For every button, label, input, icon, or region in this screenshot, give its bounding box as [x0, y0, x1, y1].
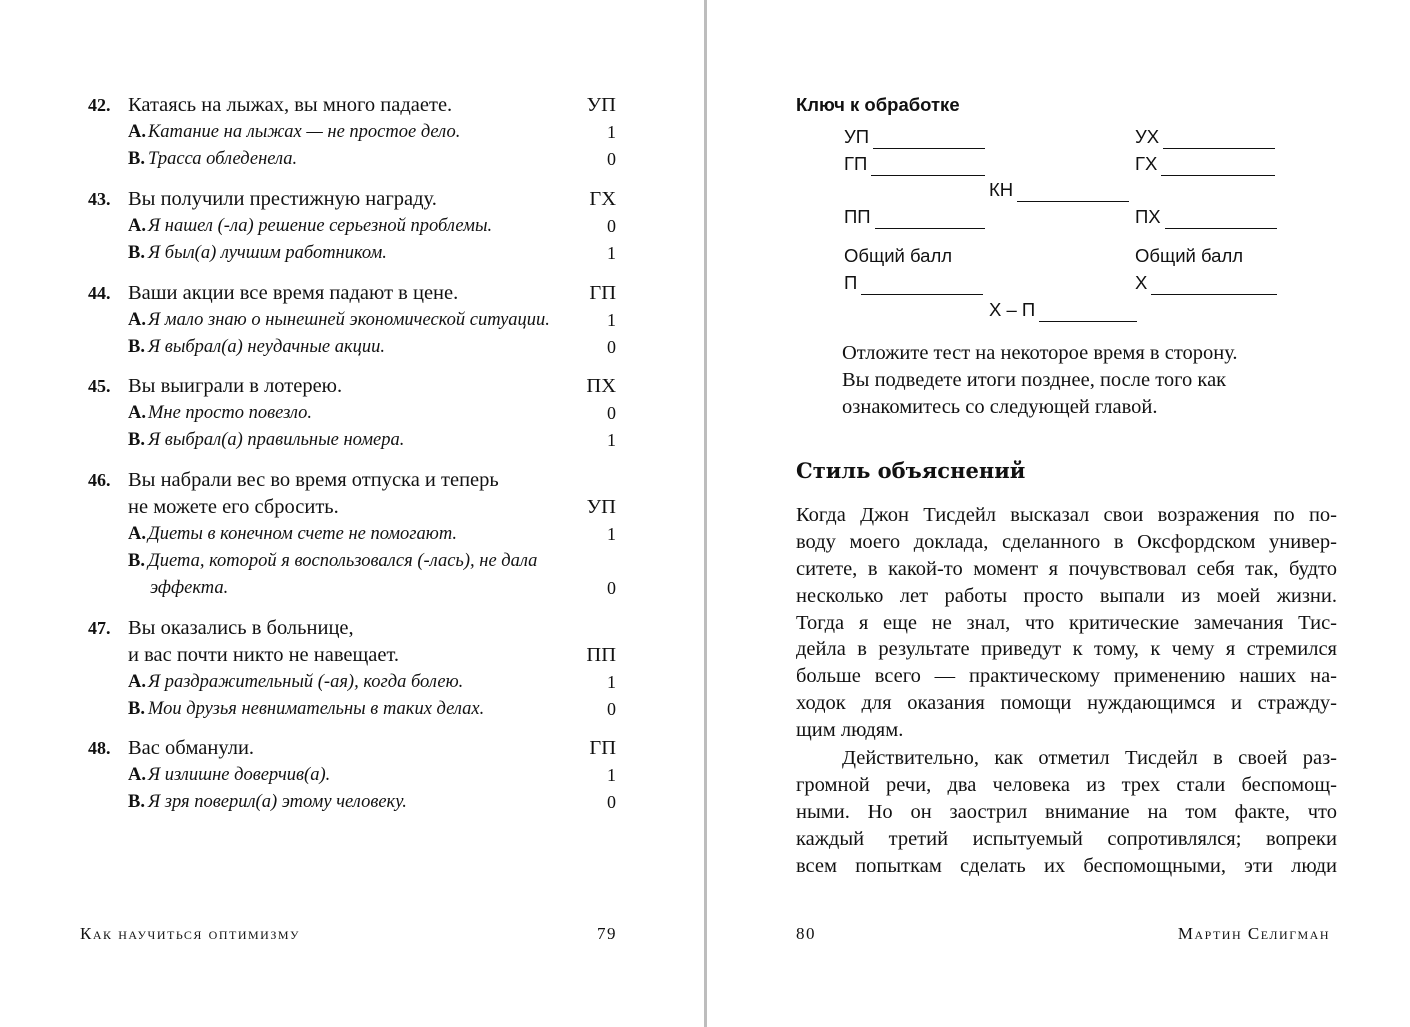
scoring-key-title: Ключ к обработке [796, 94, 960, 115]
question-line [88, 467, 618, 494]
answer-label: A. [128, 122, 146, 142]
field-ph[interactable] [1135, 205, 1277, 229]
answer-option[interactable] [88, 669, 618, 696]
answer-score: 1 [607, 672, 616, 692]
blank-line [871, 157, 985, 176]
answer-label: A. [128, 765, 146, 785]
field-uh[interactable] [1135, 125, 1275, 149]
dimension-code: УП [586, 94, 616, 116]
field-label: КН [989, 179, 1014, 200]
question-item [88, 467, 618, 602]
answer-score: 1 [607, 430, 616, 450]
text-line: каждый третий испытуемый сопротивлялся; вопреки [796, 827, 1337, 850]
question-number: 46. [88, 470, 111, 490]
field-label: ПП [844, 206, 871, 227]
dimension-code: УП [586, 496, 616, 518]
question-line [88, 373, 618, 400]
question-number: 43. [88, 189, 111, 209]
answer-score: 1 [607, 122, 616, 142]
question-number: 42. [88, 95, 111, 115]
field-label: П [844, 272, 858, 293]
answer-text: эффекта. [150, 578, 229, 598]
left-page [0, 0, 704, 1027]
answer-score: 0 [607, 337, 616, 357]
answer-score: 0 [607, 216, 616, 236]
answer-text: Я мало знаю о нынешней экономической ситуации. [148, 310, 550, 330]
text-line: Действительно, как отметил Тисдейл в своей раз- [842, 747, 1337, 769]
answer-option[interactable] [88, 334, 618, 361]
field-gh[interactable] [1135, 152, 1275, 176]
answer-score: 1 [607, 310, 616, 330]
answer-option[interactable] [88, 400, 618, 427]
field-h-minus-p[interactable] [989, 298, 1137, 322]
answer-text: Диета, которой я воспользовался (-лась), не дала [148, 551, 538, 571]
author-name: Мартин Селигман [1177, 924, 1330, 943]
field-kn[interactable] [989, 178, 1129, 202]
field-p[interactable] [844, 271, 983, 295]
answer-text: Катание на лыжах — не простое дело. [148, 122, 461, 142]
answer-label: B. [128, 243, 145, 263]
question-line [88, 642, 618, 669]
text-line: воду моего доклада, сделанного в Оксфордском универ- [796, 530, 1337, 553]
answer-score: 1 [607, 765, 616, 785]
question-number: 45. [88, 376, 111, 396]
question-number: 47. [88, 618, 111, 638]
question-item [88, 615, 618, 723]
book-title: Как научиться оптимизму [80, 924, 301, 943]
note-line: Вы подведете итоги позднее, после того как [842, 369, 1227, 391]
answer-option[interactable] [88, 521, 618, 548]
field-up[interactable] [844, 125, 985, 149]
answer-label: B. [128, 792, 145, 812]
answer-label: B. [128, 149, 145, 169]
answer-label: B. [128, 430, 145, 450]
field-label: Х [1135, 272, 1148, 293]
question-line [88, 92, 618, 119]
answer-option[interactable] [88, 575, 618, 602]
question-item [88, 735, 618, 816]
text-line: Когда Джон Тисдейл высказал свои возражения по по- [796, 504, 1337, 526]
question-text: Вы выиграли в лотерею. [128, 375, 343, 397]
question-number: 44. [88, 283, 111, 303]
answer-text: Я раздражительный (-ая), когда болею. [148, 672, 464, 692]
question-text: Вы получили престижную награду. [128, 188, 437, 210]
field-label: ГП [844, 153, 868, 174]
total-score-label-right: Общий балл [1135, 245, 1244, 266]
question-item [88, 186, 618, 267]
text-line: Тогда я еще не знал, что критические замечания Тис- [796, 611, 1337, 634]
answer-score: 0 [607, 699, 616, 719]
question-text: Вы набрали вес во время отпуска и теперь [128, 469, 499, 491]
field-label: ГХ [1135, 153, 1158, 174]
blank-line [873, 130, 985, 149]
answer-label: B. [128, 699, 145, 719]
paragraph-1 [796, 502, 1337, 744]
text-line: больше всего — практическому применению наших на- [796, 665, 1337, 688]
answer-text: Я нашел (-ла) решение серьезной проблемы. [148, 216, 493, 236]
field-gp[interactable] [844, 152, 985, 176]
question-text: не можете его сбросить. [128, 496, 339, 518]
answer-text: Трасса обледенела. [148, 149, 298, 169]
question-text: Ваши акции все время падают в цене. [128, 282, 459, 304]
answer-option[interactable] [88, 427, 618, 454]
field-h[interactable] [1135, 271, 1277, 295]
text-line: дейла в результате приведут к тому, к чему я стремился [796, 638, 1337, 661]
answer-option[interactable] [88, 548, 618, 575]
answer-option[interactable] [88, 307, 618, 334]
field-label: УХ [1135, 126, 1160, 147]
text-line: ными. Но он заострил внимание на том факте, что [796, 800, 1337, 823]
field-pp[interactable] [844, 205, 985, 229]
blank-line [875, 210, 985, 229]
answer-label: A. [128, 310, 146, 330]
text-line: несколько лет работы просто выпали из моей жизни. [796, 584, 1337, 607]
dimension-code: ГП [589, 737, 616, 759]
answer-option[interactable] [88, 119, 618, 146]
page-number-right: 80 [796, 924, 816, 943]
answer-score: 0 [607, 578, 616, 598]
instruction-note [842, 340, 1322, 421]
section-heading: Стиль объяснений [796, 458, 1026, 483]
answer-text: Я был(а) лучшим работником. [148, 243, 387, 263]
question-line [88, 615, 618, 642]
answer-label: A. [128, 672, 146, 692]
running-header-author [1178, 924, 1330, 944]
paragraph-2 [796, 745, 1337, 879]
answer-score: 0 [607, 403, 616, 423]
blank-line [861, 276, 983, 295]
question-item [88, 92, 618, 173]
field-label: Х – П [989, 299, 1036, 320]
text-line: щим людям. [796, 719, 904, 742]
running-header-book-title [80, 924, 300, 944]
answer-text: Я зря поверил(а) этому человеку. [148, 792, 407, 812]
field-label: УП [844, 126, 870, 147]
question-text: Катаясь на лыжах, вы много падаете. [128, 94, 453, 116]
question-line [88, 186, 618, 213]
page-number-left: 79 [597, 924, 617, 943]
question-item [88, 280, 618, 361]
note-line: ознакомитесь со следующей главой. [842, 396, 1158, 418]
question-line [88, 280, 618, 307]
dimension-code: ГХ [589, 188, 616, 210]
answer-option[interactable] [88, 240, 618, 267]
blank-line [1039, 303, 1137, 322]
question-text: и вас почти никто не навещает. [128, 644, 400, 666]
field-label: ПХ [1135, 206, 1161, 227]
answer-text: Диеты в конечном счете не помогают. [148, 524, 458, 544]
blank-line [1165, 210, 1277, 229]
question-number: 48. [88, 738, 111, 758]
answer-option[interactable] [88, 696, 618, 723]
answer-score: 0 [607, 792, 616, 812]
question-text: Вас обманули. [128, 737, 255, 759]
text-line: ситете, в какой-то момент я почувствовал себя так, будто [796, 557, 1337, 580]
answer-score: 1 [607, 243, 616, 263]
answer-text: Я излишне доверчив(а). [148, 765, 331, 785]
answer-option[interactable] [88, 762, 618, 789]
blank-line [1161, 157, 1275, 176]
dimension-code: ПХ [586, 375, 616, 397]
answer-option[interactable] [88, 789, 618, 816]
dimension-code: ПП [586, 644, 616, 666]
total-score-label-left: Общий балл [844, 245, 953, 266]
answer-score: 1 [607, 524, 616, 544]
answer-label: B. [128, 551, 145, 571]
question-item [88, 373, 618, 454]
answer-label: A. [128, 403, 146, 423]
answer-text: Мне просто повезло. [148, 403, 313, 423]
answer-text: Я выбрал(а) правильные номера. [148, 430, 405, 450]
dimension-code: ГП [589, 282, 616, 304]
text-line: всем попыткам сделать их беспомощными, эти люди [796, 854, 1337, 877]
answer-text: Мои друзья невнимательны в таких делах. [148, 699, 485, 719]
question-line [88, 735, 618, 762]
answer-label: A. [128, 524, 146, 544]
blank-line [1017, 183, 1129, 202]
question-line [88, 494, 618, 521]
blank-line [1151, 276, 1277, 295]
answer-option[interactable] [88, 213, 618, 240]
answer-text: Я выбрал(а) неудачные акции. [148, 337, 385, 357]
answer-label: A. [128, 216, 146, 236]
question-text: Вы оказались в больнице, [128, 617, 354, 639]
note-line: Отложите тест на некоторое время в сторону. [842, 342, 1238, 364]
answer-score: 0 [607, 149, 616, 169]
text-line: ходок для оказания помощи нуждающимся и стражду- [796, 692, 1337, 715]
answer-label: B. [128, 337, 145, 357]
right-page [707, 0, 1410, 1027]
text-line: громной речи, два человека из трех стали беспомощ- [796, 773, 1337, 796]
answer-option[interactable] [88, 146, 618, 173]
blank-line [1163, 130, 1275, 149]
